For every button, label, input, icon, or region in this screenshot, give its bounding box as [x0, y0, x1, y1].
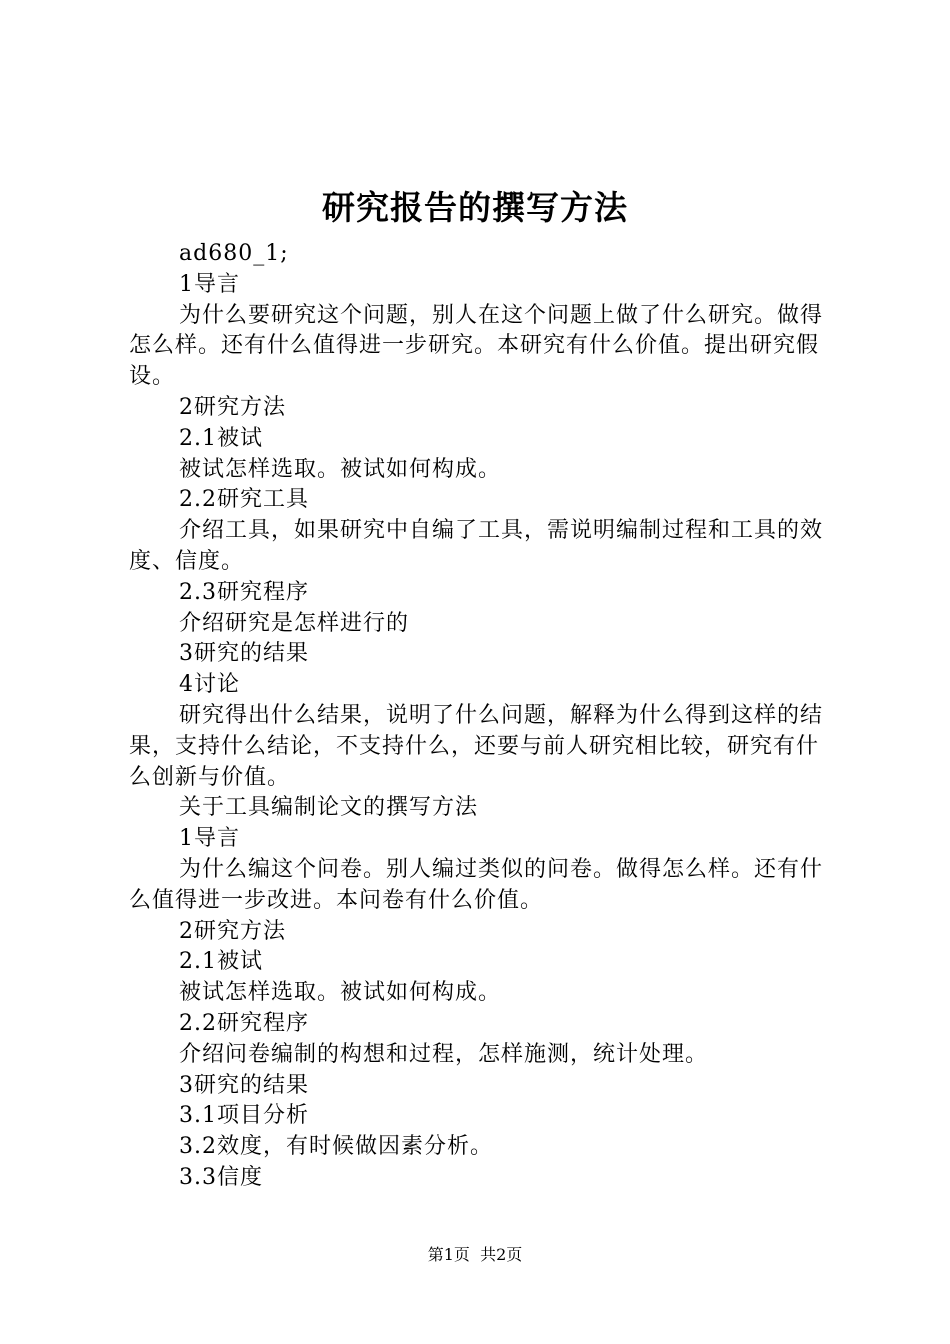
heading-results: 3研究的结果	[179, 641, 309, 667]
heading-method: 2研究方法	[179, 394, 286, 420]
heading-item-analysis: 3.1项目分析	[179, 1103, 309, 1129]
heading-results: 3研究的结果	[179, 1072, 309, 1098]
heading-tools: 2.2研究工具	[179, 487, 309, 513]
heading-subjects: 2.1被试	[179, 949, 263, 975]
paragraph: 介绍工具，如果研究中自编了工具，需说明编制过程和工具的效度、信度。	[129, 518, 824, 574]
paragraph: 介绍问卷编制的构想和过程，怎样施测，统计处理。	[179, 1041, 709, 1067]
paragraph: ad680_1;	[179, 241, 289, 266]
paragraph: 被试怎样选取。被试如何构成。	[179, 456, 502, 482]
heading-procedure: 2.2研究程序	[179, 1010, 309, 1036]
heading-subjects: 2.1被试	[179, 425, 263, 451]
document-body	[129, 239, 841, 1194]
paragraph: 为什么要研究这个问题，别人在这个问题上做了什么研究。做得怎么样。还有什么值得进一步研究。本研究有什么价值。提出研究假设。	[129, 302, 824, 390]
heading-procedure: 2.3研究程序	[179, 579, 309, 605]
section-heading: 关于工具编制论文的撰写方法	[179, 795, 479, 821]
heading-discussion: 4讨论	[179, 672, 240, 698]
heading-introduction: 1导言	[179, 826, 240, 852]
heading-reliability: 3.3信度	[179, 1164, 263, 1190]
document-title: 研究报告的撰写方法	[322, 188, 628, 227]
paragraph: 研究得出什么结果，说明了什么问题，解释为什么得到这样的结果，支持什么结论，不支持什么，还要与前人研究相比较，研究有什么创新与价值。	[129, 702, 824, 790]
heading-method: 2研究方法	[179, 918, 286, 944]
heading-validity: 3.2效度，有时候做因素分析。	[179, 1134, 493, 1160]
paragraph: 被试怎样选取。被试如何构成。	[179, 980, 502, 1006]
paragraph: 介绍研究是怎样进行的	[179, 610, 410, 636]
page-footer: 第1页 共2页	[427, 1245, 523, 1264]
heading-introduction: 1导言	[179, 271, 240, 297]
paragraph: 为什么编这个问卷。别人编过类似的问卷。做得怎么样。还有什么值得进一步改进。本问卷有什么价值。	[129, 856, 824, 913]
